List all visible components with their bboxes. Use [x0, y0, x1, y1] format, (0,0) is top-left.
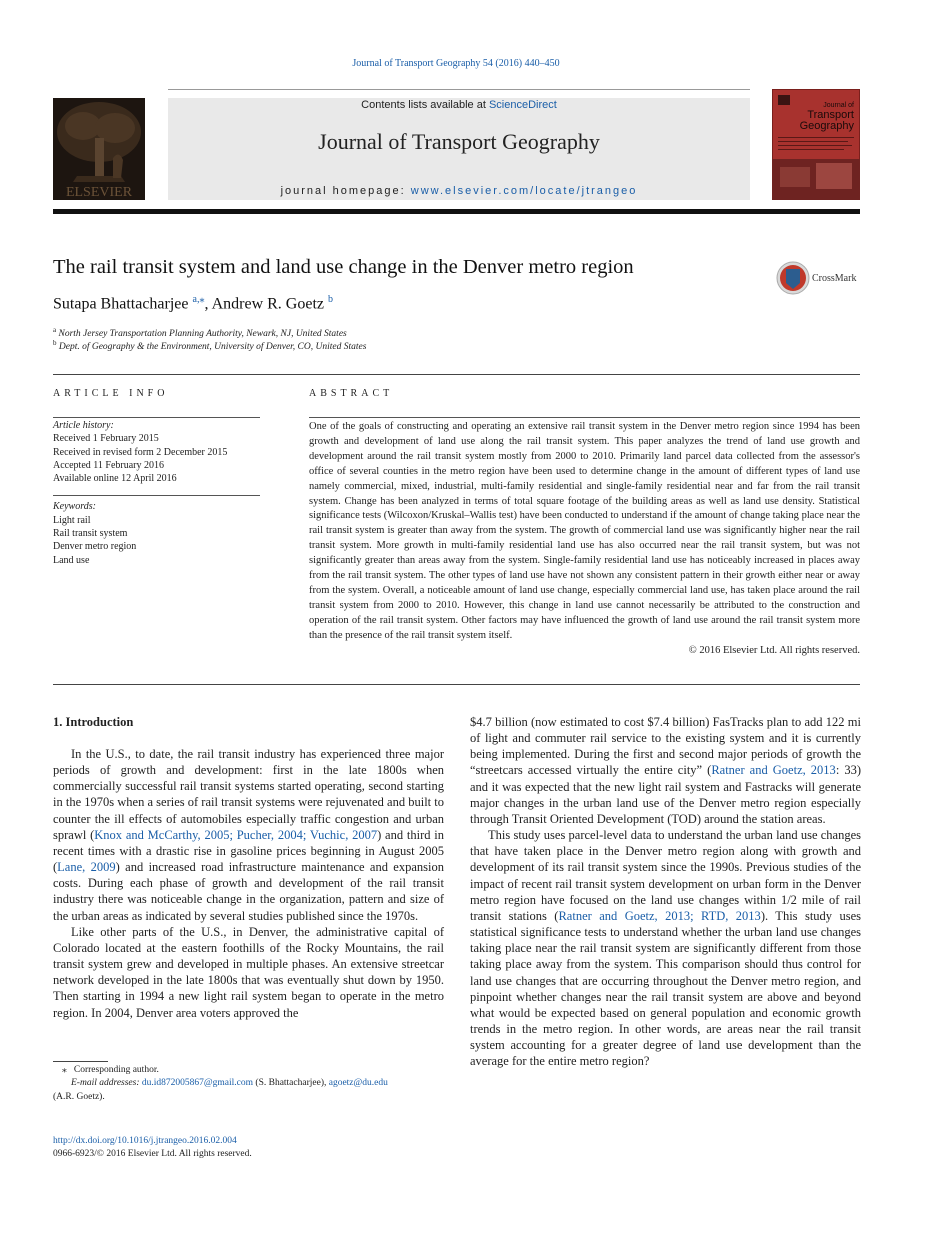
homepage-prefix: journal homepage: [280, 185, 411, 197]
crossmark-icon [776, 261, 810, 295]
history-item: Received in revised form 2 December 2015 [53, 446, 228, 458]
affiliation-text: Dept. of Geography & the Environment, University of Denver, CO, United States [58, 342, 367, 353]
cover-title-line: Transport [807, 109, 854, 121]
elsevier-logo [53, 98, 145, 200]
crossmark-badge[interactable] [776, 261, 866, 295]
email-link[interactable]: agoetz@du.edu [328, 1078, 388, 1089]
header-rule [168, 89, 750, 90]
paragraph: $4.7 billion (now estimated to cost $7.4 billion) FasTracks plan to add 122 mi of light and commuter rail service to the existing system and it is currently being implemented. During the first and second major periods of growth the “streetcars accessed virtually the entire city” (Ratner and Goetz, 2013: 33) and it was expected that the new light rail system and Fastracks will generate major changes in the urban land use of the Denver metro region especially through Transit Oriented Development (TOD) around the station areas. [470, 715, 861, 826]
affiliation-marker[interactable]: a,⁎ [192, 294, 205, 305]
paragraph: Like other parts of the U.S., in Denver, the administrative capital of Colorado located at the eastern foothills of the Rocky Mountains, the rail transit system grew and developed in multiple phases. An extensive streetcar network developed in the late 1800s that was eventually shut down by 1950. Then starting in 1994 a new light rail system began to operate in the metro region. In 2004, Denver area voters approved the [53, 924, 444, 1020]
citation-link[interactable]: Lane, 2009 [57, 860, 116, 875]
author-list [53, 294, 333, 313]
affiliation [53, 339, 366, 352]
email-link[interactable]: du.id872005867@gmail.com [141, 1078, 254, 1089]
crossmark-label: CrossMark [812, 273, 857, 284]
keyword: Denver metro region [53, 541, 137, 553]
journal-homepage [168, 185, 750, 197]
sciencedirect-link[interactable]: ScienceDirect [488, 99, 557, 111]
history-label: Article history: [53, 420, 114, 431]
cover-title-line: Geography [799, 120, 854, 132]
affiliation-marker[interactable]: b [328, 294, 333, 305]
affiliation-mark: a [53, 326, 57, 334]
citation-link[interactable]: Ratner and Goetz, 2013 [711, 763, 836, 778]
issn-line: 0966-6923/© 2016 Elsevier Ltd. All rights reserved. [53, 1149, 252, 1159]
email-label: E-mail addresses: [71, 1078, 140, 1089]
body-column-left [53, 746, 444, 1021]
citation-link[interactable]: Ratner and Goetz, 2013; RTD, 2013 [558, 908, 761, 923]
abstract-heading: ABSTRACT [309, 388, 394, 399]
keyword: Rail transit system [53, 528, 128, 540]
footnote [53, 1064, 444, 1104]
body-column-right [470, 714, 861, 1069]
abstract-text: One of the goals of constructing and operating an extensive rail transit system in the Denver metro region since 1994 has been growth and development of land use along the rail transit system. This paper analyzes the trend of land use growth and development around the rail transit system mostly from 2000 to 2010. Primarily land parcel data collected from the assessor's office of several counties in the metro region have been used to determine change in the amount of different types of land use namely commercial, mixed, industrial, multi-family residential and single-family residential near and far from the rail transit system. Change has been analyzed in terms of total square footage of the building areas as well as land use density. Statistical significance tests (Wilcoxon/Kruskal–Wallis test) have been conducted to understand if the amount of change taking place near the rail transit system is greater than away from the system. The growth of commercial land use was significantly higher near the rail transit system. More growth in multi-family residential land use has also occurred near the rail transit system, but was not significantly greater than areas away from the system. Single-family residential land use has noticeably increased in places away from the rail transit system. The other types of land use have not shown any consistent pattern in their growth either near or away from the system. Overall, a noticeable amount of land use change, especially commercial land use, has taken place around the rail transit system from 2000 to 2010. However, this change in land use cannot necessarily be attributed to the construction and operation of the rail transit system. Other factors may have influenced the growth of land use around the rail transit system more than the presence of the rail transit system itself. [309, 421, 860, 641]
affiliation-mark: b [53, 339, 57, 347]
journal-title: Journal of Transport Geography [318, 129, 600, 154]
journal-cover-image[interactable] [772, 89, 860, 200]
affiliation [53, 326, 347, 339]
doi-link[interactable]: http://dx.doi.org/10.1016/j.jtrangeo.2016.02.004 [53, 1136, 237, 1146]
footnote-rule [53, 1061, 108, 1062]
keyword: Land use [53, 554, 90, 566]
contents-prefix: Contents lists available at [361, 99, 489, 111]
author-name: Andrew R. Goetz [211, 295, 324, 313]
page-footer [53, 1135, 252, 1161]
history-item: Received 1 February 2015 [53, 433, 159, 445]
paragraph: In the U.S., to date, the rail transit industry has experienced three major periods of growth and development: first in the late 1800s when commercially successful rail transit systems started operating, second starting in the 1970s when a series of rail transit systems were rejuvenated and built to counter the ill effects of automobiles especially traffic congestion and urban sprawl (Knox and McCarthy, 2005; Pucher, 2004; Vuchic, 2007) and third in recent times with a drastic rise in gasoline prices beginning in August 2005 (Lane, 2009) and increased road infrastructure maintenance and expansion costs. During each phase of growth and development of the rail transit industry there was noticeable change in the organization, pattern and size of the urban areas as indicated by several studies published since the 1970s. [53, 747, 444, 923]
abstract-copyright: © 2016 Elsevier Ltd. All rights reserved. [688, 644, 860, 656]
info-top-rule [53, 374, 860, 375]
email-owner: (S. Bhattacharjee), [253, 1078, 329, 1089]
footnote-mark: ⁎ [62, 1065, 67, 1075]
keyword: Light rail [53, 514, 91, 526]
citation-link[interactable]: Knox and McCarthy, 2005; Pucher, 2004; Vuchic, 2007 [94, 827, 378, 842]
contents-line [168, 99, 750, 111]
paragraph: This study uses parcel-level data to understand the urban land use changes that have taken place in the Denver metro region along with growth and development of its rail transit system since the 1990s. Previous studies of the impact of recent rail transit system development on urban form in the Denver metro region have focused on the land use changes within 1/2 mile of rail transit stations (Ratner and Goetz, 2013; RTD, 2013). This study uses statistical significance tests to understand whether the urban land use changes taking place near the rail transit system are significantly different from those taking place away from the system. This comparison should thus control for land use changes that are occurring throughout the Denver metro region, and pinpoint whether changes near the rail transit system are above and beyond what would be expected based on general population and economic growth trends in the metro region. In other words, are areas near the rail transit system accounting for a greater degree of land use development than the average for the entire metro region? [470, 828, 862, 1069]
journal-citation-link[interactable]: Journal of Transport Geography 54 (2016) 440–450 [352, 58, 560, 69]
header-bottom-rule [53, 209, 860, 214]
affiliation-text: North Jersey Transportation Planning Authority, Newark, NJ, United States [58, 329, 347, 340]
author-separator: , [204, 295, 212, 313]
section-heading: 1. Introduction [53, 715, 134, 729]
keywords-label: Keywords: [53, 501, 96, 513]
cover-title-line: Journal of [823, 102, 854, 109]
history-item: Available online 12 April 2016 [53, 473, 177, 485]
homepage-link[interactable]: www.elsevier.com/locate/jtrangeo [410, 185, 638, 197]
corresponding-author: Corresponding author. [73, 1065, 159, 1075]
email-owner: (A.R. Goetz). [53, 1091, 105, 1102]
abstract-bottom-rule [53, 684, 860, 685]
history-item: Accepted 11 February 2016 [53, 459, 164, 471]
abstract [309, 417, 860, 659]
article-title: The rail transit system and land use change in the Denver metro region [53, 256, 634, 278]
article-info-heading: ARTICLE INFO [53, 388, 169, 399]
logo-wordmark: ELSEVIER [65, 185, 133, 200]
article-info [53, 417, 260, 567]
author-name: Sutapa Bhattacharjee [53, 295, 189, 313]
